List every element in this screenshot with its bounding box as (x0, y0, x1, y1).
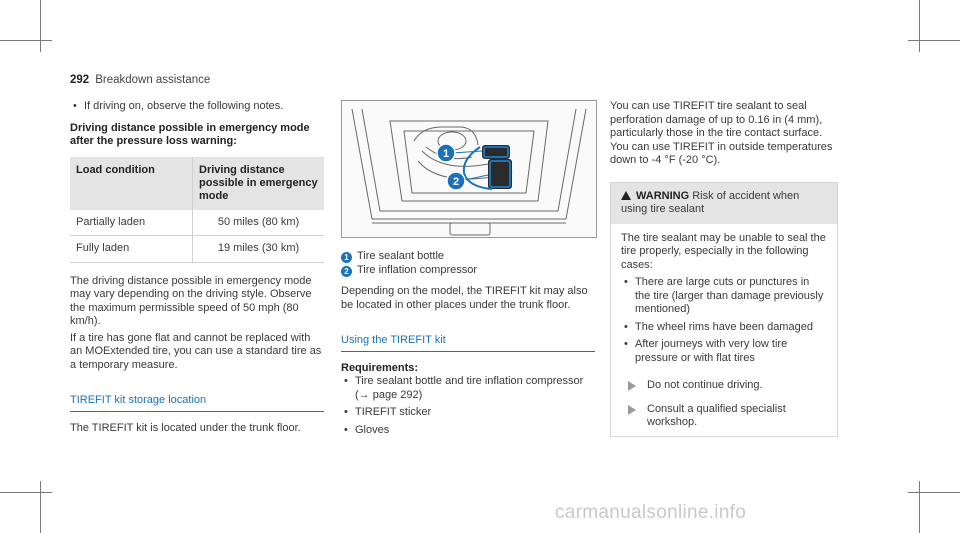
warning-label: WARNING (636, 189, 690, 202)
column-right (610, 100, 840, 437)
callout-1: 1 (442, 148, 450, 160)
requirements-heading: Requirements: (341, 361, 419, 374)
paragraph: You can use TIREFIT tire sealant to seal perforation damage of up to 0.16 in (4 mm), particularly those in the tire contact surface. You can use TIREFIT in outside temperatures down to -4 °F (-20 °C). (610, 100, 833, 166)
column-middle (341, 100, 595, 437)
watermark: carmanualsonline.info (555, 502, 747, 523)
callout-number: 2 (341, 266, 352, 277)
warning-icon (621, 191, 631, 200)
column-left (70, 100, 324, 435)
page-header (70, 74, 210, 86)
table-header: Load condition (70, 157, 193, 210)
legend-text: Tire inflation compressor (357, 263, 478, 276)
action-step: Consult a qualified specialist workshop. (621, 403, 827, 430)
list-item: • Tire sealant bottle and tire inflation compressor (→ page 292) (341, 375, 595, 402)
list-item: • After journeys with very low tire pressure or with flat tires (621, 338, 827, 365)
paragraph: The TIREFIT kit is located under the trunk floor. (70, 421, 301, 434)
paragraph: Depending on the model, the TIREFIT kit may also be located in other places under the trunk floor. (341, 285, 588, 311)
table-cell: 19 miles (30 km) (193, 236, 325, 263)
subheading: Driving distance possible in emergency mode after the pressure loss warning: (70, 121, 310, 147)
table-header-row (70, 157, 324, 210)
section-title: TIREFIT kit storage location (70, 394, 324, 412)
crop-mark (919, 0, 920, 52)
crop-mark (908, 492, 960, 493)
list-item: • The wheel rims have been damaged (621, 321, 827, 335)
crop-mark (908, 40, 960, 41)
figure-legend (341, 250, 595, 277)
distance-table (70, 157, 324, 263)
callout-number: 1 (341, 252, 352, 263)
table-header: Driving distance possible in emergency mode (193, 157, 325, 210)
section-title: Using the TIREFIT kit (341, 334, 595, 352)
warning-box (610, 182, 838, 437)
action-step: Do not continue driving. (621, 379, 827, 393)
table-cell: Partially laden (70, 210, 193, 236)
warning-text: The tire sealant may be unable to seal the tire properly, especially in the following cases: (621, 231, 826, 271)
crop-mark (0, 492, 52, 493)
warning-body (611, 224, 837, 436)
legend-item (341, 264, 595, 278)
table-row (70, 236, 324, 263)
paragraph: If a tire has gone flat and cannot be replaced with an MOExtended tire, you can use a standard tire as a temporary measure. (70, 331, 322, 371)
list-item: • If driving on, observe the following notes. (70, 100, 324, 114)
table-cell: 50 miles (80 km) (193, 210, 325, 236)
trunk-drawing (342, 101, 596, 237)
warning-header (611, 183, 837, 224)
page-number: 292 (70, 74, 90, 86)
crop-mark (40, 481, 41, 533)
list-item: • TIREFIT sticker (341, 406, 595, 420)
list-item: • There are large cuts or punctures in the tire (larger than damage previously mentioned) (621, 276, 827, 317)
table-cell: Fully laden (70, 236, 193, 263)
crop-mark (919, 481, 920, 533)
list-item: • Gloves (341, 424, 595, 438)
crop-mark (40, 0, 41, 52)
legend-item (341, 250, 595, 264)
legend-text: Tire sealant bottle (357, 250, 445, 262)
chapter-title: Breakdown assistance (95, 74, 211, 86)
callout-2: 2 (452, 176, 460, 188)
table-row (70, 210, 324, 236)
trunk-illustration (341, 100, 597, 238)
paragraph: The driving distance possible in emergency mode may vary depending on the driving style. Observe the maximum permissible speed of 50 mph (80 km/h). (70, 274, 312, 327)
warning-title: Risk of accident when using tire sealant (621, 189, 800, 215)
crop-mark (0, 40, 52, 41)
